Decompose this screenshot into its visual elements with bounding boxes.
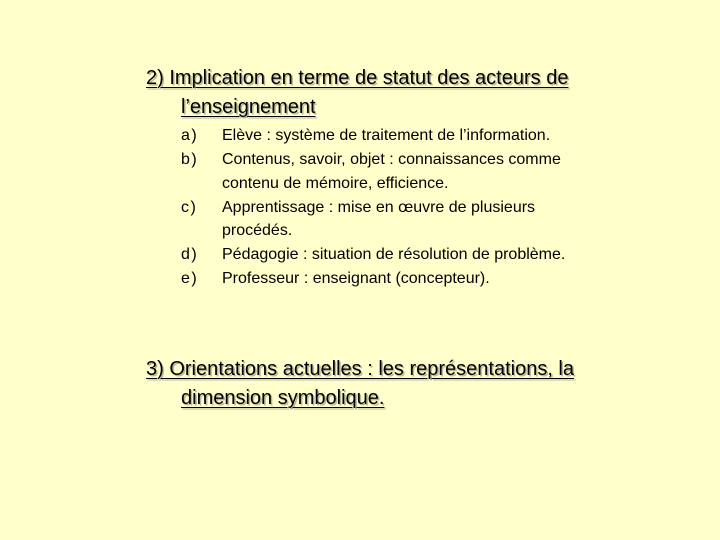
- list-item-e: [181, 267, 662, 291]
- list-marker: d): [181, 246, 199, 263]
- actors-list: [181, 124, 662, 291]
- section-3-heading: [146, 355, 574, 413]
- list-item-d: [181, 243, 662, 267]
- list-item-line: Apprentissage : mise en œuvre de plusieurs: [222, 198, 536, 216]
- list-item-b: [181, 148, 662, 195]
- section-2-heading-line-2: l’enseignement: [181, 96, 316, 118]
- section-2-heading-line-1: 2) Implication en terme de statut des acteurs de: [146, 67, 569, 89]
- list-marker: a): [181, 127, 199, 144]
- list-item-text: [222, 148, 662, 195]
- section-3-heading-line-2: dimension symbolique.: [181, 387, 385, 409]
- list-item-line: Pédagogie : situation de résolution de problème.: [222, 246, 566, 263]
- list-item-line: Professeur : enseignant (concepteur).: [222, 270, 490, 287]
- list-item-line: Contenus, savoir, objet : connaissances comme: [222, 151, 561, 168]
- list-item-text: [222, 196, 662, 243]
- list-marker: c): [181, 198, 198, 216]
- list-marker: b): [181, 151, 199, 168]
- list-item-text: [222, 267, 662, 291]
- list-marker: e): [181, 270, 199, 287]
- list-item-text: [222, 243, 662, 267]
- list-item-c: [181, 196, 662, 243]
- list-item-text: [222, 124, 662, 148]
- list-item-a: [181, 124, 662, 148]
- list-item-line: procédés.: [222, 222, 293, 239]
- list-item-line: contenu de mémoire, efficience.: [222, 174, 449, 192]
- section-2-heading: [146, 64, 568, 122]
- section-3-heading-line-1: 3) Orientations actuelles : les représentations, la: [146, 358, 574, 380]
- list-item-line: Elève : système de traitement de l’information.: [222, 127, 551, 144]
